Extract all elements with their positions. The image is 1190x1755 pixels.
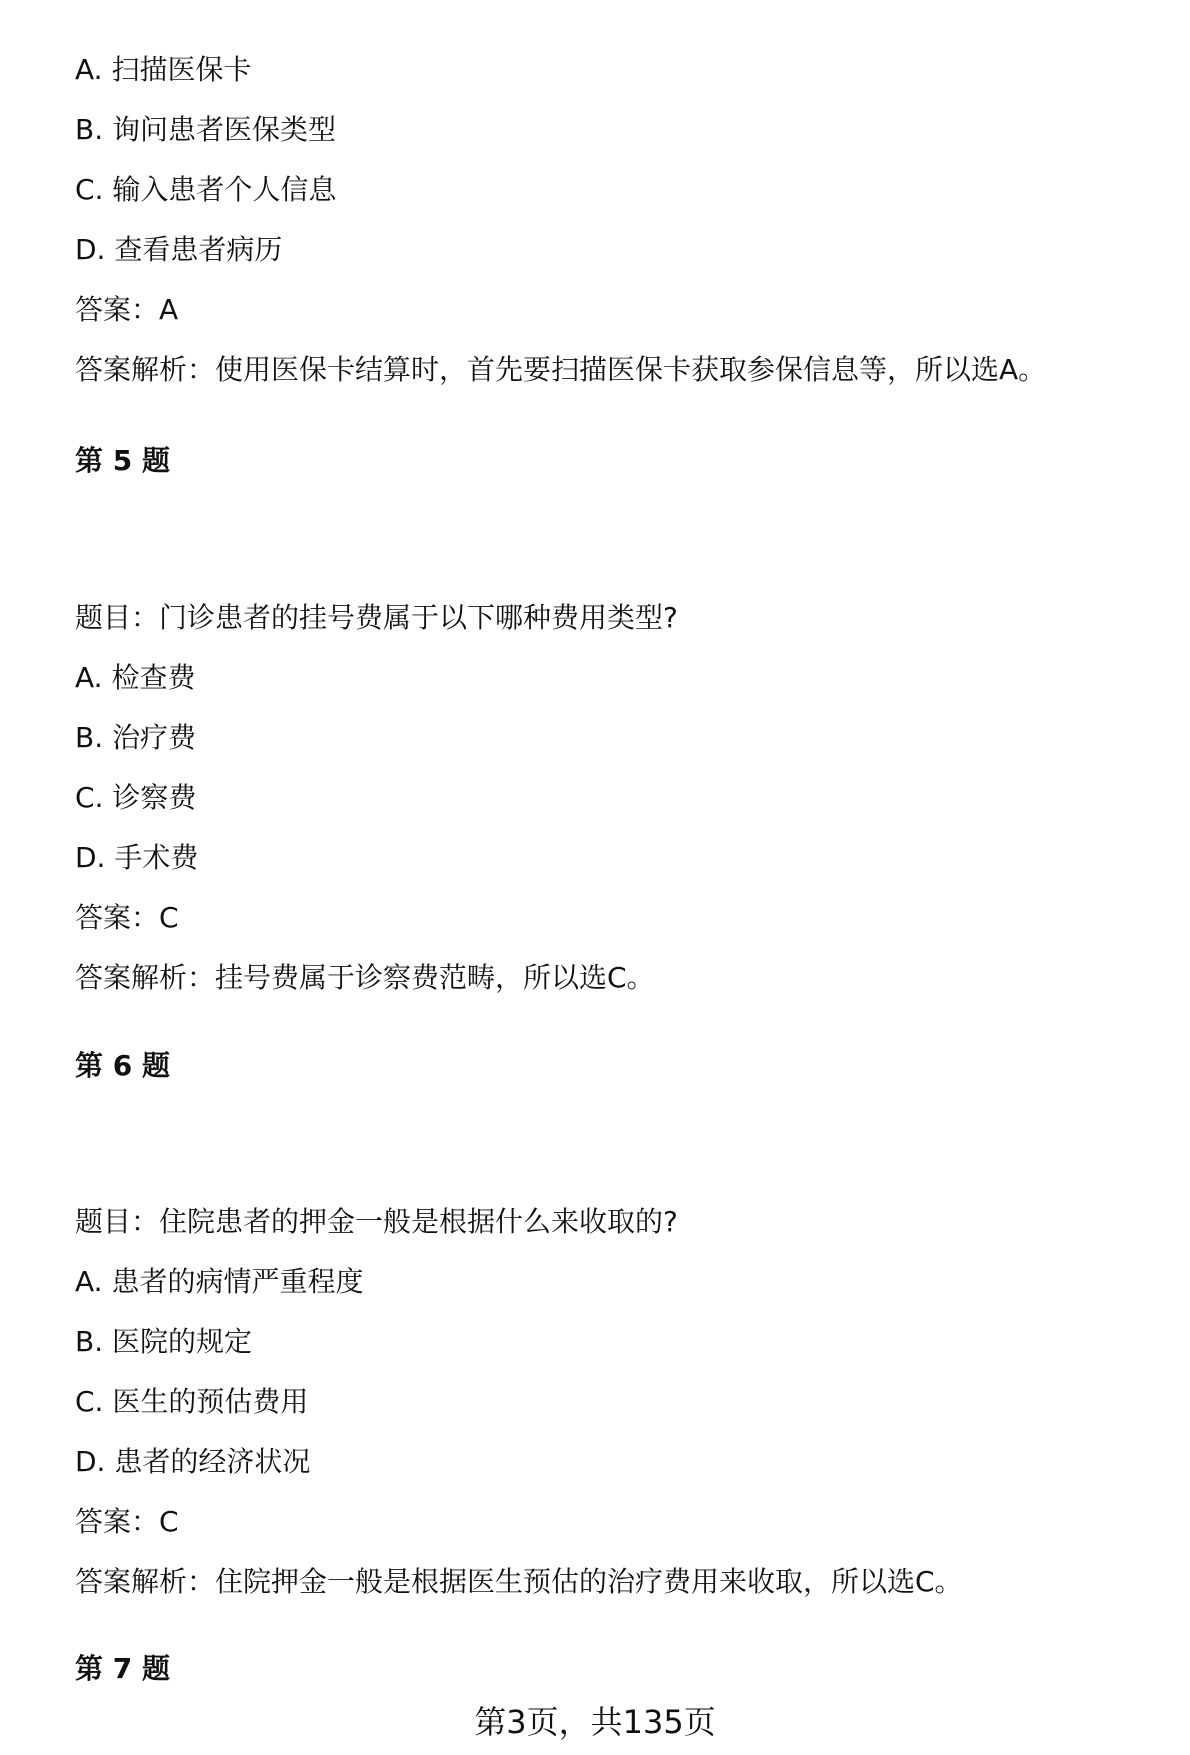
q4-option-d: D. 查看患者病历: [75, 233, 283, 266]
q5-answer: 答案：C: [75, 901, 179, 934]
q5-heading: 第 5 题: [75, 444, 170, 477]
q6-option-c: C. 医生的预估费用: [75, 1385, 309, 1418]
q4-explanation: 答案解析：使用医保卡结算时，首先要扫描医保卡获取参保信息等，所以选A。: [75, 353, 1047, 386]
q4-option-b: B. 询问患者医保类型: [75, 113, 337, 146]
q5-option-d: D. 手术费: [75, 841, 199, 874]
q5-question: 题目：门诊患者的挂号费属于以下哪种费用类型?: [75, 601, 678, 634]
q4-option-c: C. 输入患者个人信息: [75, 173, 337, 206]
q6-heading: 第 6 题: [75, 1049, 170, 1082]
q4-option-a: A. 扫描医保卡: [75, 53, 252, 86]
q4-answer: 答案：A: [75, 293, 179, 326]
q5-option-c: C. 诊察费: [75, 781, 197, 814]
q6-explanation: 答案解析：住院押金一般是根据医生预估的治疗费用来收取，所以选C。: [75, 1565, 963, 1598]
q5-option-a: A. 检查费: [75, 661, 196, 694]
q7-heading: 第 7 题: [75, 1652, 170, 1685]
q6-option-b: B. 医院的规定: [75, 1325, 253, 1358]
q5-option-b: B. 治疗费: [75, 721, 197, 754]
q6-question: 题目：住院患者的押金一般是根据什么来收取的?: [75, 1205, 678, 1238]
page-number: 第3页，共135页: [474, 1703, 716, 1741]
q6-option-d: D. 患者的经济状况: [75, 1445, 311, 1478]
q5-explanation: 答案解析：挂号费属于诊察费范畴，所以选C。: [75, 961, 655, 994]
q6-answer: 答案：C: [75, 1505, 179, 1538]
q6-option-a: A. 患者的病情严重程度: [75, 1265, 364, 1298]
